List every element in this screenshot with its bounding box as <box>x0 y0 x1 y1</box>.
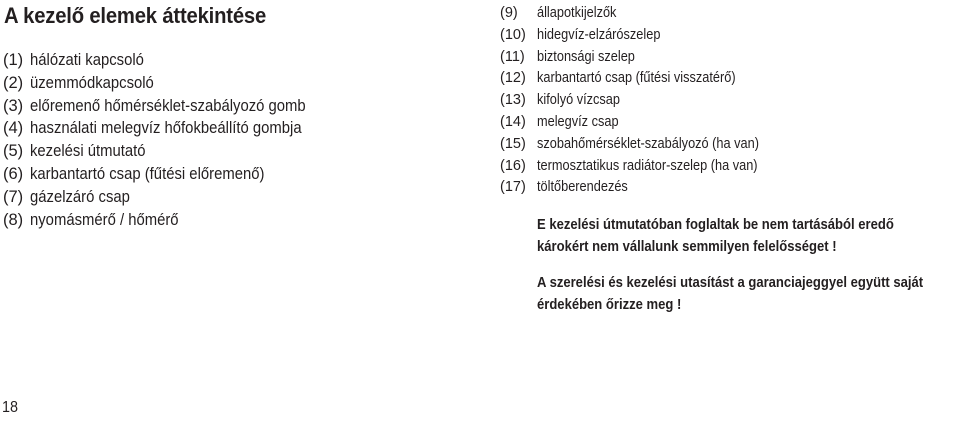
item-label: biztonsági szelep <box>537 48 635 65</box>
page-number: 18 <box>2 399 19 416</box>
item-label: állapotkijelzők <box>537 5 617 21</box>
item-label: karbantartó csap (fűtési visszatérő) <box>537 70 736 87</box>
item-number: (15) <box>500 135 526 152</box>
item-number: (9) <box>500 5 518 21</box>
list-item <box>500 3 789 25</box>
list-item <box>3 49 336 72</box>
list-item <box>3 209 336 232</box>
list-item <box>500 47 789 69</box>
item-label: melegvíz csap <box>537 113 619 130</box>
item-label: kezelési útmutató <box>30 142 146 161</box>
item-number: (10) <box>500 26 526 43</box>
list-item <box>3 117 336 140</box>
item-label: előremenő hőmérséklet-szabályozó gomb <box>30 96 306 115</box>
list-item <box>500 134 789 156</box>
item-label: karbantartó csap (fűtési előremenő) <box>30 164 265 183</box>
list-item <box>3 72 336 95</box>
controls-list-right <box>500 3 789 199</box>
list-item <box>3 186 336 209</box>
item-number: (2) <box>3 73 24 92</box>
item-label: hidegvíz-elzárószelep <box>537 26 661 43</box>
item-label: szobahőmérséklet-szabályozó (ha van) <box>537 135 759 152</box>
item-number: (8) <box>3 210 24 229</box>
item-label: gázelzáró csap <box>30 187 130 206</box>
item-number: (6) <box>3 164 24 183</box>
item-label: használati melegvíz hőfokbeállító gombja <box>30 119 302 138</box>
item-number: (14) <box>500 113 526 130</box>
item-label: kifolyó vízcsap <box>537 92 620 109</box>
controls-list-left <box>3 49 336 231</box>
item-number: (1) <box>3 51 24 69</box>
list-item <box>500 112 789 134</box>
list-item <box>3 95 336 118</box>
item-number: (12) <box>500 70 526 87</box>
item-number: (5) <box>3 142 24 161</box>
item-label: töltőberendezés <box>537 179 628 196</box>
page-title: A kezelő elemek áttekintése <box>4 3 267 28</box>
list-item <box>500 25 789 47</box>
item-number: (17) <box>500 179 526 196</box>
item-label: hálózati kapcsoló <box>30 51 144 69</box>
item-number: (4) <box>3 119 24 138</box>
item-label: termosztatikus radiátor-szelep (ha van) <box>537 157 758 174</box>
list-item <box>500 90 789 112</box>
item-number: (16) <box>500 157 526 174</box>
item-number: (13) <box>500 92 526 109</box>
list-item <box>3 140 336 163</box>
list-item <box>500 156 789 178</box>
keep-instructions-notice: A szerelési és kezelési utasítást a garanciajeggyel együtt saját érdekében őrizze meg ! <box>537 274 924 313</box>
item-label: nyomásmérő / hőmérő <box>30 210 179 229</box>
liability-notice: E kezelési útmutatóban foglaltak be nem tartásából eredő károkért nem vállalunk semmilyen felelősséget ! <box>537 216 894 255</box>
item-label: üzemmódkapcsoló <box>30 73 154 92</box>
item-number: (11) <box>500 48 525 65</box>
item-number: (3) <box>3 96 24 115</box>
item-number: (7) <box>3 187 24 206</box>
list-item <box>500 177 789 199</box>
list-item <box>3 163 336 186</box>
list-item <box>500 68 789 90</box>
